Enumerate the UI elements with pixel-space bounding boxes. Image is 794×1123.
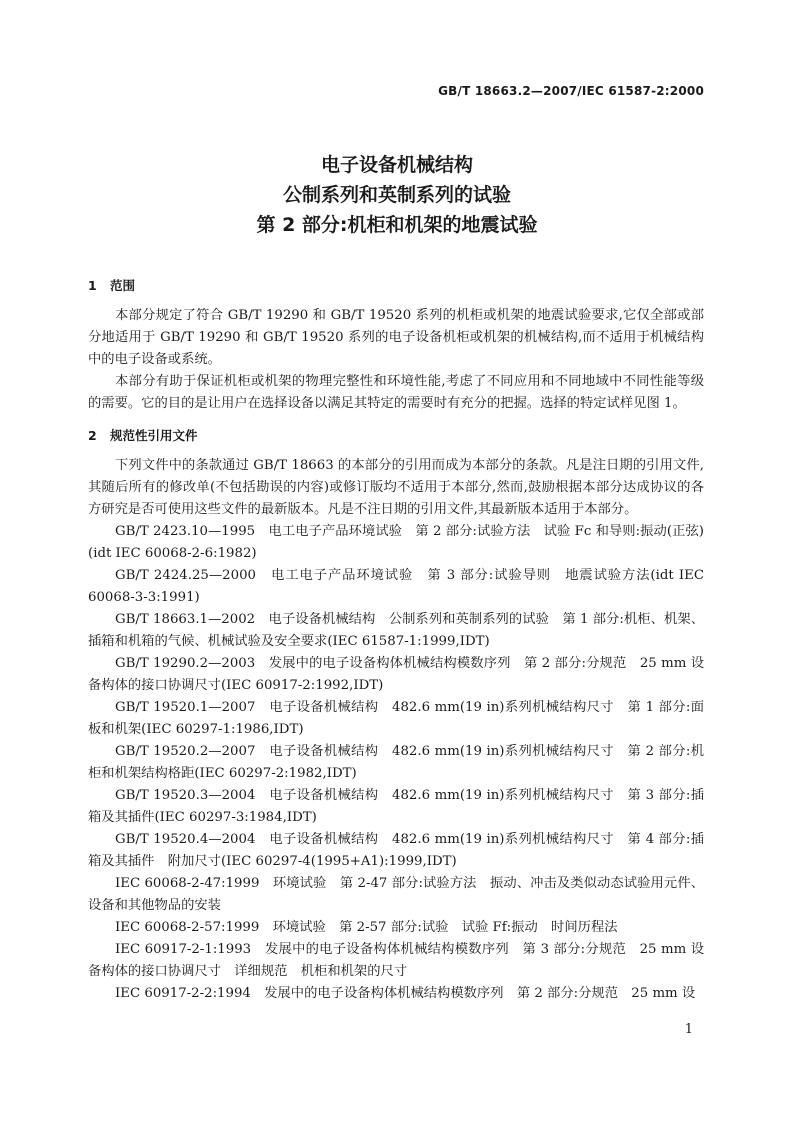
reference-item: IEC 60917-2-1:1993 发展中的电子设备构体机械结构模数序列 第 3 部分:分规范 25 mm 设备构体的接口协调尺寸 详细规范 机柜和机架的尺寸	[88, 942, 704, 979]
section-2-number: 2	[88, 428, 97, 443]
standard-number: GB/T 18663.2—2007/IEC 61587-2:2000	[438, 84, 704, 98]
reference-item: GB/T 2423.10—1995 电工电子产品环境试验 第 2 部分:试验方法 试验 Fc 和导则:振动(正弦)(idt IEC 60068-2-6:1982)	[88, 524, 704, 561]
reference-item: IEC 60917-2-2:1994 发展中的电子设备构体机械结构模数序列 第 2 部分:分规范 25 mm 设	[115, 986, 696, 1001]
reference-item: GB/T 19520.4—2004 电子设备机械结构 482.6 mm(19 in)系列机械结构尺寸 第 4 部分:插箱及其插件 附加尺寸(IEC 60297-4(1995+A1):1999,IDT)	[88, 832, 704, 869]
title-line-2: 公制系列和英制系列的试验	[282, 184, 511, 206]
reference-item: IEC 60068-2-57:1999 环境试验 第 2-57 部分:试验 试验 Ff:振动 时间历程法	[115, 920, 618, 935]
title-line-3: 第 2 部分:机柜和机架的地震试验	[256, 214, 538, 236]
page-number: 1	[684, 1022, 693, 1037]
section-2-title: 规范性引用文件	[110, 428, 198, 443]
document-body	[88, 275, 704, 1005]
reference-item: GB/T 18663.1—2002 电子设备机械结构 公制系列和英制系列的试验 第 1 部分:机柜、机架、插箱和机箱的气候、机械试验及安全要求(IEC 61587-1:1999,IDT)	[88, 612, 704, 649]
reference-item: GB/T 19520.1—2007 电子设备机械结构 482.6 mm(19 in)系列机械结构尺寸 第 1 部分:面板和机架(IEC 60297-1:1986,IDT)	[88, 700, 704, 737]
reference-item: GB/T 19520.2—2007 电子设备机械结构 482.6 mm(19 in)系列机械结构尺寸 第 2 部分:机柜和机架结构格距(IEC 60297-2:1982,IDT)	[88, 744, 704, 781]
title-line-1: 电子设备机械结构	[320, 154, 473, 176]
scope-paragraph: 本部分有助于保证机柜或机架的物理完整性和环境性能,考虑了不同应用和不同地域中不同性能等级的需要。它的目的是让用户在选择设备以满足其特定的需要时有充分的把握。选择的特定试样见图 1。	[88, 374, 704, 411]
reference-item: GB/T 19290.2—2003 发展中的电子设备构体机械结构模数序列 第 2 部分:分规范 25 mm 设备构体的接口协调尺寸(IEC 60917-2:1992,IDT)	[88, 656, 704, 693]
section-1-number: 1	[88, 278, 97, 293]
section-2-heading	[88, 425, 704, 447]
reference-item: IEC 60068-2-47:1999 环境试验 第 2-47 部分:试验方法 振动、冲击及类似动态试验用元件、设备和其他物品的安装	[88, 876, 704, 913]
reference-item: GB/T 2424.25—2000 电工电子产品环境试验 第 3 部分:试验导则 地震试验方法(idt IEC 60068-3-3:1991)	[88, 568, 704, 605]
section-1-title: 范围	[110, 278, 136, 293]
reference-item: GB/T 19520.3—2004 电子设备机械结构 482.6 mm(19 in)系列机械结构尺寸 第 3 部分:插箱及其插件(IEC 60297-3:1984,IDT)	[88, 788, 704, 825]
references-intro: 下列文件中的条款通过 GB/T 18663 的本部分的引用而成为本部分的条款。凡是注日期的引用文件,其随后所有的修改单(不包括勘误的内容)或修订版均不适用于本部分,然而,鼓励根据本部分达成协议的各方研究是否可使用这些文件的最新版本。凡是不注日期的引用文件,其最新版本适用于本部分。	[88, 458, 704, 517]
scope-paragraph: 本部分规定了符合 GB/T 19290 和 GB/T 19520 系列的机柜或机架的地震试验要求,它仅全部或部分地适用于 GB/T 19290 和 GB/T 19520 系列的电子设备机柜或机架的机械结构,而不适用于机械结构中的电子设备或系统。	[88, 308, 704, 367]
document-title	[0, 150, 794, 240]
section-1-heading	[88, 275, 704, 297]
